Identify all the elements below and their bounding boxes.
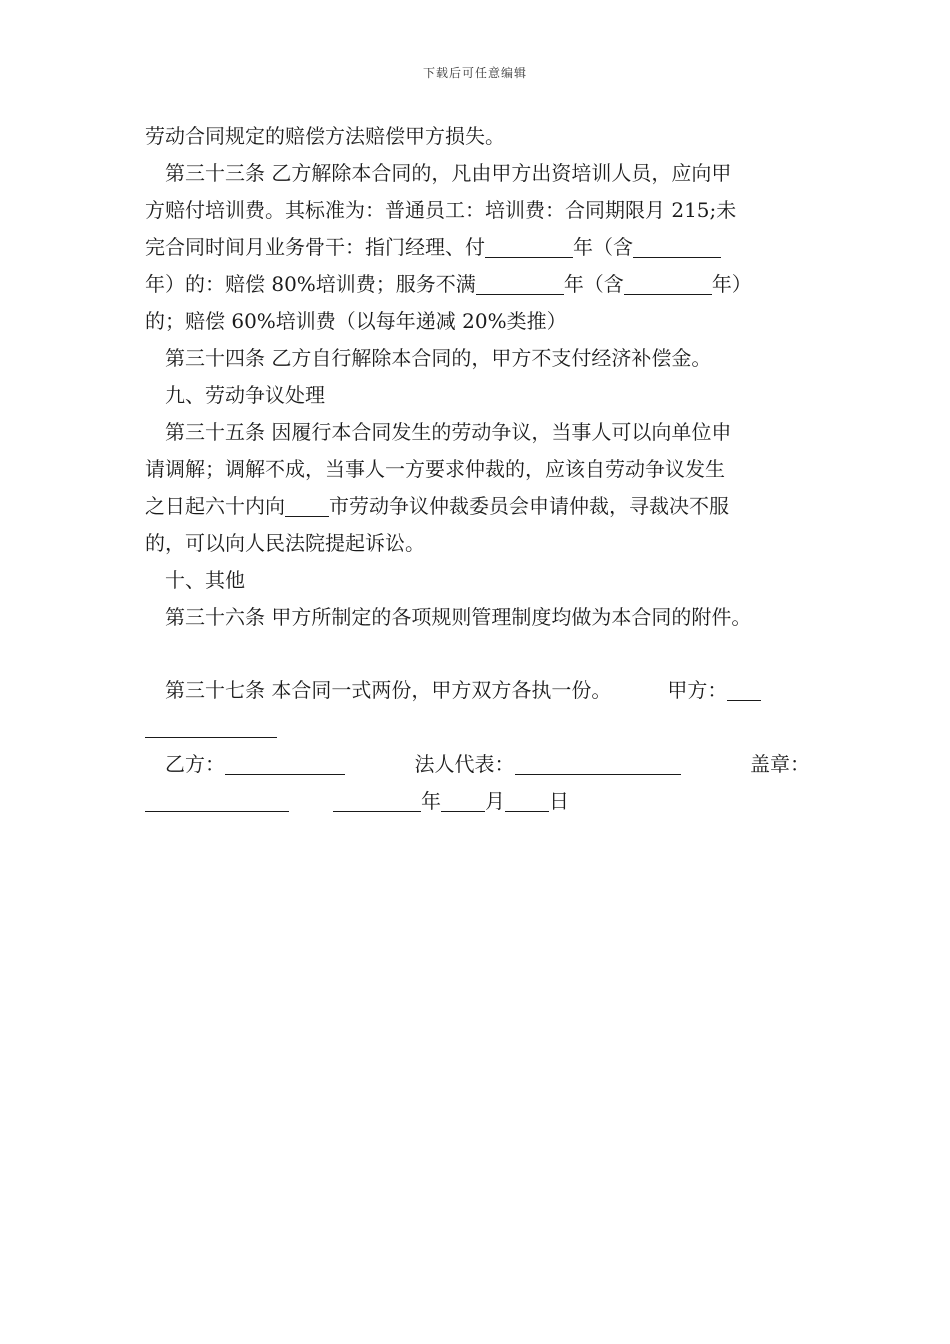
line-text: 年）的：赔偿 80%培训费；服务不满: [145, 272, 476, 296]
line-text: 九、劳动争议处理: [165, 383, 325, 407]
signature-row: [145, 746, 810, 783]
party-a-label: 甲方：: [667, 678, 728, 702]
section-heading: [145, 562, 810, 599]
line-text: 方赔付培训费。其标准为：普通员工：培训费：合同期限月 215;未: [145, 198, 737, 222]
line-text: 第三十四条 乙方自行解除本合同的，甲方不支付经济补偿金。: [165, 346, 712, 370]
line-text: 劳动合同规定的赔偿方法赔偿甲方损失。: [145, 124, 505, 148]
text-line: [145, 118, 810, 155]
blank-field[interactable]: [624, 272, 712, 295]
text-line: [145, 192, 810, 229]
text-line: [145, 451, 810, 488]
article-36: [145, 599, 810, 636]
blank-field[interactable]: [485, 235, 573, 258]
month-label: 月: [485, 789, 505, 813]
year-label: 年: [421, 789, 441, 813]
line-text: 十、其他: [165, 568, 245, 592]
day-field[interactable]: [505, 789, 549, 812]
line-text: 市劳动争议仲裁委员会申请仲裁，寻裁决不服: [329, 494, 729, 518]
text-line: [145, 488, 810, 525]
line-text: 第三十六条 甲方所制定的各项规则管理制度均做为本合同的附件。: [165, 605, 752, 629]
line-text: 完合同时间月业务骨干：指门经理、付: [145, 235, 485, 259]
seal-field[interactable]: [145, 789, 289, 812]
seal-label: 盖章：: [750, 752, 810, 776]
article-34: [145, 340, 810, 377]
day-label: 日: [549, 789, 569, 813]
legal-rep-label: 法人代表：: [414, 752, 515, 776]
line-text: 年）: [711, 272, 752, 296]
line-text: 第三十五条 因履行本合同发生的劳动争议，当事人可以向单位申: [165, 420, 732, 444]
blank-field[interactable]: [633, 235, 721, 258]
article-33: [145, 155, 810, 192]
text-line: [145, 709, 810, 746]
blank-field[interactable]: [476, 272, 564, 295]
document-body: [145, 118, 810, 820]
spacer: [145, 636, 810, 672]
text-line: [145, 525, 810, 562]
page-header: 下载后可任意编辑: [422, 66, 527, 80]
article-35: [145, 414, 810, 451]
section-heading: [145, 377, 810, 414]
line-text: 请调解；调解不成，当事人一方要求仲裁的，应该自劳动争议发生: [145, 457, 725, 481]
date-row: [145, 783, 810, 820]
article-37: [145, 672, 810, 709]
party-b-field[interactable]: [225, 752, 345, 775]
text-line: [145, 303, 810, 340]
line-text: 年（含: [563, 272, 624, 296]
legal-rep-field[interactable]: [515, 752, 681, 775]
party-b-label: 乙方：: [165, 752, 225, 776]
legal-rep-group: [415, 746, 681, 783]
line-text: 年（含: [573, 235, 633, 259]
party-b-group: [165, 746, 345, 783]
line-text: 的，可以向人民法院提起诉讼。: [145, 531, 425, 555]
year-field[interactable]: [333, 789, 421, 812]
text-line: [145, 229, 810, 266]
line-text: 第三十七条 本合同一式两份，甲方双方各执一份。: [165, 678, 612, 702]
text-line: [145, 266, 810, 303]
party-a-field-continued[interactable]: [145, 715, 277, 738]
blank-field[interactable]: [285, 494, 329, 517]
line-text: 第三十三条 乙方解除本合同的，凡由甲方出资培训人员，应向甲: [165, 161, 732, 185]
month-field[interactable]: [441, 789, 485, 812]
line-text: 之日起六十内向: [145, 494, 285, 518]
line-text: 的；赔偿 60%培训费（以每年递减 20%类推）: [145, 309, 567, 333]
party-a-field[interactable]: [727, 678, 761, 701]
